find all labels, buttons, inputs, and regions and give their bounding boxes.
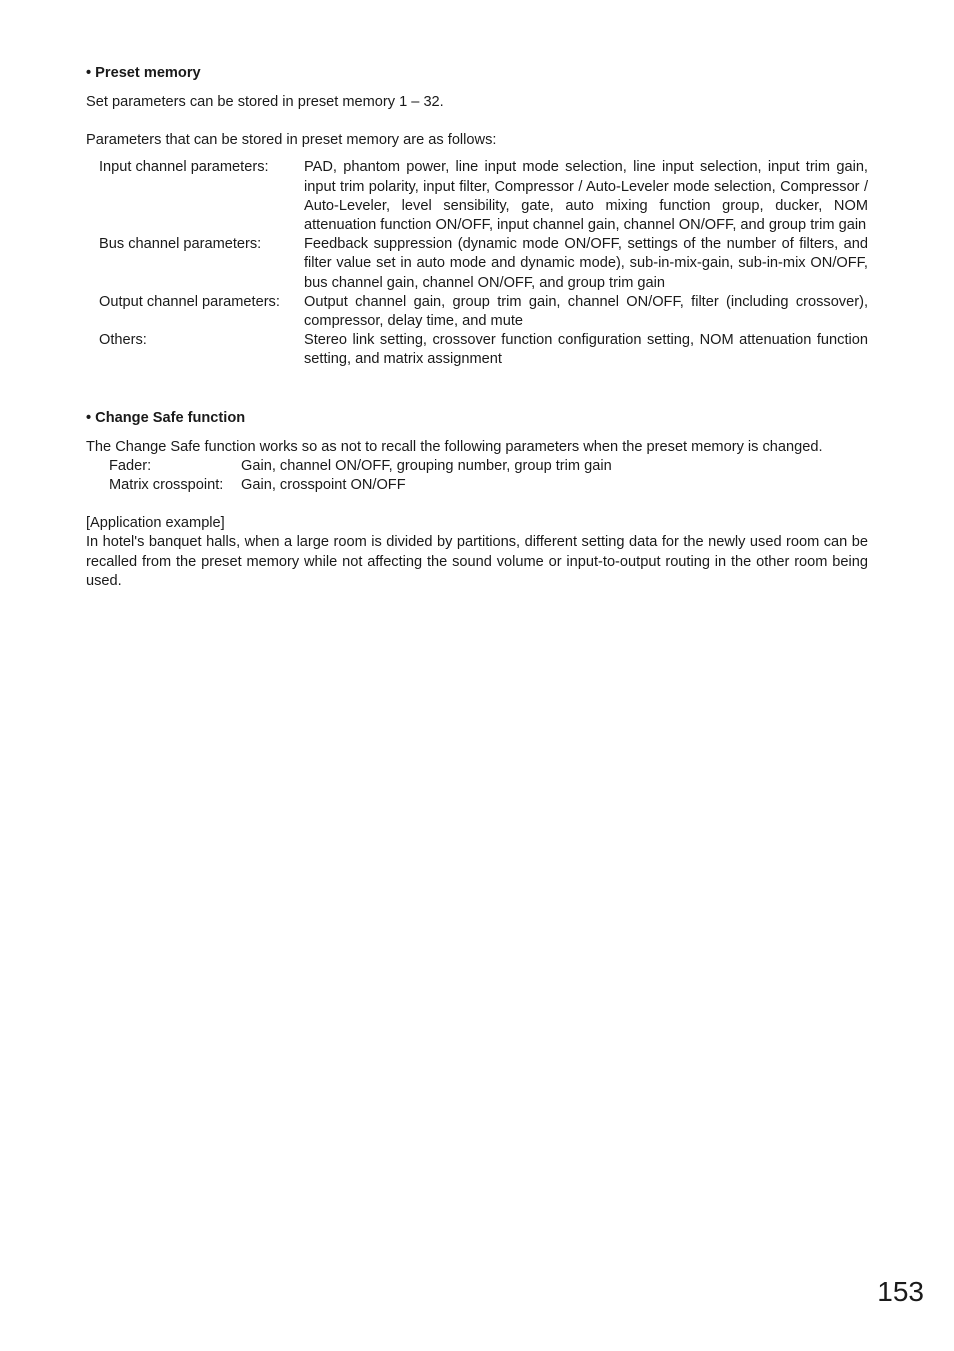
change-safe-section (86, 409, 868, 591)
preset-memory-intro-2: Parameters that can be stored in preset memory are as follows: (86, 132, 497, 149)
param-row-output-channel (99, 293, 868, 331)
preset-memory-intro: Set parameters can be stored in preset memory 1 – 32. (86, 94, 444, 110)
change-safe-description: Gain, channel ON/OFF, grouping number, group trim gain (241, 457, 612, 474)
param-label: Input channel parameters: (99, 159, 269, 176)
application-example-text: In hotel's banquet halls, when a large room is divided by partitions, different setting data for the newly used room can be recalled from the preset memory while not affecting the sound volume or input-to-output routing in the other room being used. (86, 534, 868, 589)
change-safe-intro: The Change Safe function works so as not to recall the following parameters when the preset memory is changed. (86, 438, 823, 455)
param-label: Others: (99, 332, 147, 349)
param-label: Output channel parameters: (99, 293, 280, 310)
param-row-input-channel (99, 158, 868, 235)
application-example-heading: [Application example] (86, 515, 225, 532)
change-safe-heading: • Change Safe function (86, 409, 246, 426)
param-row-others (99, 331, 868, 369)
change-safe-row-matrix-crosspoint (109, 476, 868, 495)
change-safe-label: Fader: (109, 457, 152, 474)
change-safe-table (109, 457, 868, 495)
document-page (86, 64, 868, 591)
preset-memory-section (86, 64, 868, 370)
change-safe-label: Matrix crosspoint: (109, 477, 224, 494)
param-description: Output channel gain, group trim gain, channel ON/OFF, filter (including crossover), compressor, delay time, and mute (304, 293, 868, 330)
change-safe-description: Gain, crosspoint ON/OFF (241, 477, 406, 494)
param-label: Bus channel parameters: (99, 236, 262, 253)
preset-memory-heading: • Preset memory (86, 65, 201, 81)
param-description: Stereo link setting, crossover function configuration setting, NOM attenuation function setting, and matrix assignment (304, 332, 868, 368)
change-safe-row-fader (109, 457, 868, 476)
preset-parameters-table (99, 158, 868, 369)
param-description: PAD, phantom power, line input mode selection, line input selection, input trim gain, input trim polarity, input filter, Compressor / Auto-Leveler mode selection, Compressor / Auto-Leveler, level sensibility, gate, auto mixing function group, ducker, NOM attenuation function ON/OFF, input channel gain, channel ON/OFF, and group trim gain (304, 159, 868, 234)
param-description: Feedback suppression (dynamic mode ON/OFF, settings of the number of filters, and filter value set in auto mode and dynamic mode), sub-in-mix-gain, sub-in-mix ON/OFF, bus channel gain, channel ON/OFF, and group trim gain (304, 236, 868, 291)
page-number: 153 (877, 1276, 924, 1307)
param-row-bus-channel (99, 235, 868, 293)
